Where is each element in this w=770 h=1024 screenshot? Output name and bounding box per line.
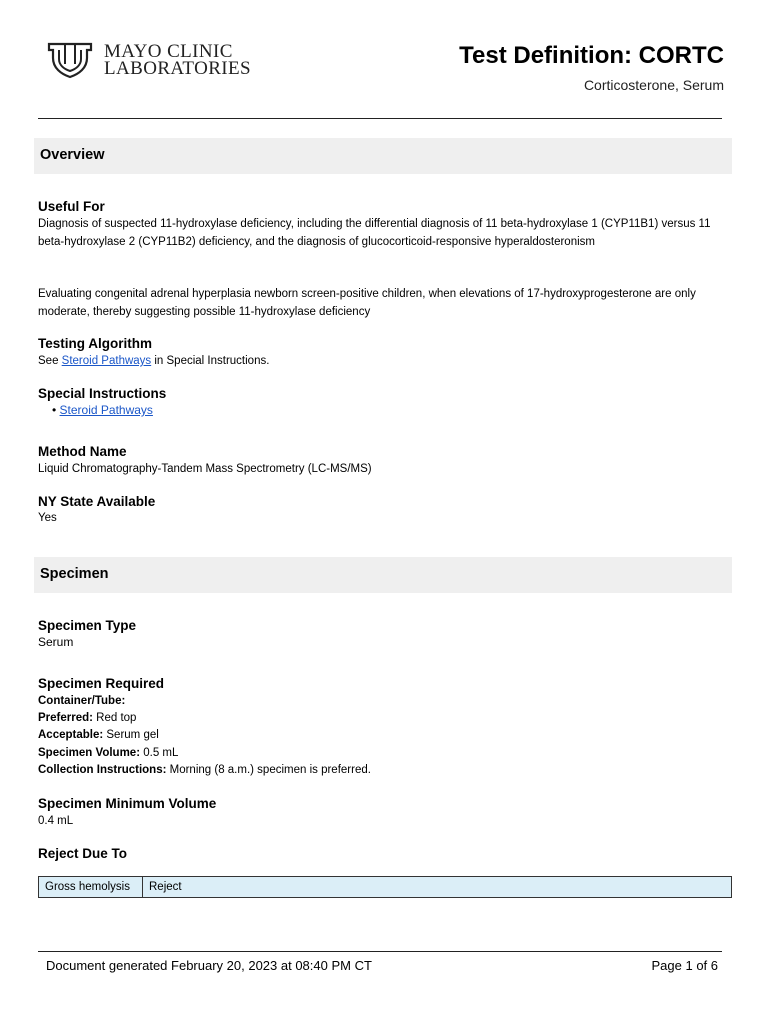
ny-state-value: Yes: [38, 512, 57, 524]
testing-algorithm-prefix: See: [38, 355, 62, 367]
footer-divider: [38, 951, 722, 952]
overview-section-header: [34, 138, 732, 174]
reject-condition-cell: Gross hemolysis: [39, 877, 143, 898]
page-subtitle: Corticosterone, Serum: [583, 77, 724, 93]
useful-for-para2: Evaluating congenital adrenal hyperplasia newborn screen-positive children, when elevations of 17-hydroxyprogesterone are only moderate, thereby suggesting possible 11-hydroxylase deficiency: [38, 288, 696, 318]
method-name-heading: Method Name: [38, 444, 127, 459]
logo-text: [104, 43, 251, 77]
acceptable-row: [38, 727, 728, 745]
preferred-label: Preferred:: [38, 712, 93, 724]
reject-action-cell: Reject: [143, 877, 732, 898]
specimen-volume-row: [38, 745, 728, 763]
testing-algorithm-heading: Testing Algorithm: [38, 336, 152, 351]
method-name-value: Liquid Chromatography-Tandem Mass Spectrometry (LC-MS/MS): [38, 463, 372, 475]
acceptable-value: Serum gel: [103, 729, 159, 741]
specimen-section-header: [34, 557, 732, 593]
collection-instructions-label: Collection Instructions:: [38, 764, 167, 776]
special-instructions-item: [52, 402, 742, 420]
page-number: Page 1 of 6: [651, 958, 718, 973]
logo-line2: LABORATORIES: [104, 58, 251, 79]
steroid-pathways-link-2[interactable]: Steroid Pathways: [59, 403, 153, 417]
container-tube-label-text: Container/Tube:: [38, 695, 126, 707]
specimen-type-value: Serum: [38, 635, 74, 649]
preferred-row: [38, 710, 728, 728]
container-tube-label: [38, 693, 728, 711]
mayo-clinic-logo: [46, 40, 251, 80]
collection-instructions-value: Morning (8 a.m.) specimen is preferred.: [166, 764, 371, 776]
document-generated-text: Document generated February 20, 2023 at 08:40 PM CT: [46, 958, 372, 973]
minimum-volume-heading: Specimen Minimum Volume: [38, 796, 217, 811]
preferred-value: Red top: [92, 712, 137, 724]
header-divider: [38, 118, 722, 119]
collection-instructions-row: [38, 762, 728, 780]
ny-state-heading: NY State Available: [38, 494, 156, 509]
acceptable-label: Acceptable:: [38, 729, 104, 741]
testing-algorithm-text: [38, 353, 728, 371]
specimen-required-heading: Specimen Required: [38, 676, 165, 691]
specimen-type-heading: Specimen Type: [38, 618, 137, 633]
useful-for-heading: Useful For: [38, 199, 105, 214]
bullet: •: [52, 403, 57, 417]
page-title: Test Definition: CORTC: [459, 42, 724, 69]
special-instructions-heading: Special Instructions: [38, 386, 167, 401]
mayo-shield-icon: [46, 40, 94, 80]
useful-for-para1: Diagnosis of suspected 11-hydroxylase deficiency, including the differential diagnosis of 11 beta-hydroxylase 1 (CYP11B1) versus 11 beta-hydroxylase 2 (CYP11B2) deficiency, and the diagnosis of glucocorticoid-responsive hyperaldosteronism: [38, 218, 711, 248]
minimum-volume-value: 0.4 mL: [38, 815, 74, 827]
logo-line1: MAYO CLINIC: [104, 41, 233, 62]
overview-section-title: Overview: [40, 147, 105, 163]
specimen-section-title: Specimen: [40, 566, 109, 582]
steroid-pathways-link[interactable]: Steroid Pathways: [61, 355, 152, 367]
specimen-volume-value: 0.5 mL: [140, 747, 179, 759]
reject-due-to-heading: Reject Due To: [38, 846, 128, 861]
reject-table: [38, 876, 732, 898]
testing-algorithm-suffix: in Special Instructions.: [151, 355, 270, 367]
specimen-volume-label: Specimen Volume:: [38, 747, 141, 759]
table-row: [39, 877, 732, 898]
